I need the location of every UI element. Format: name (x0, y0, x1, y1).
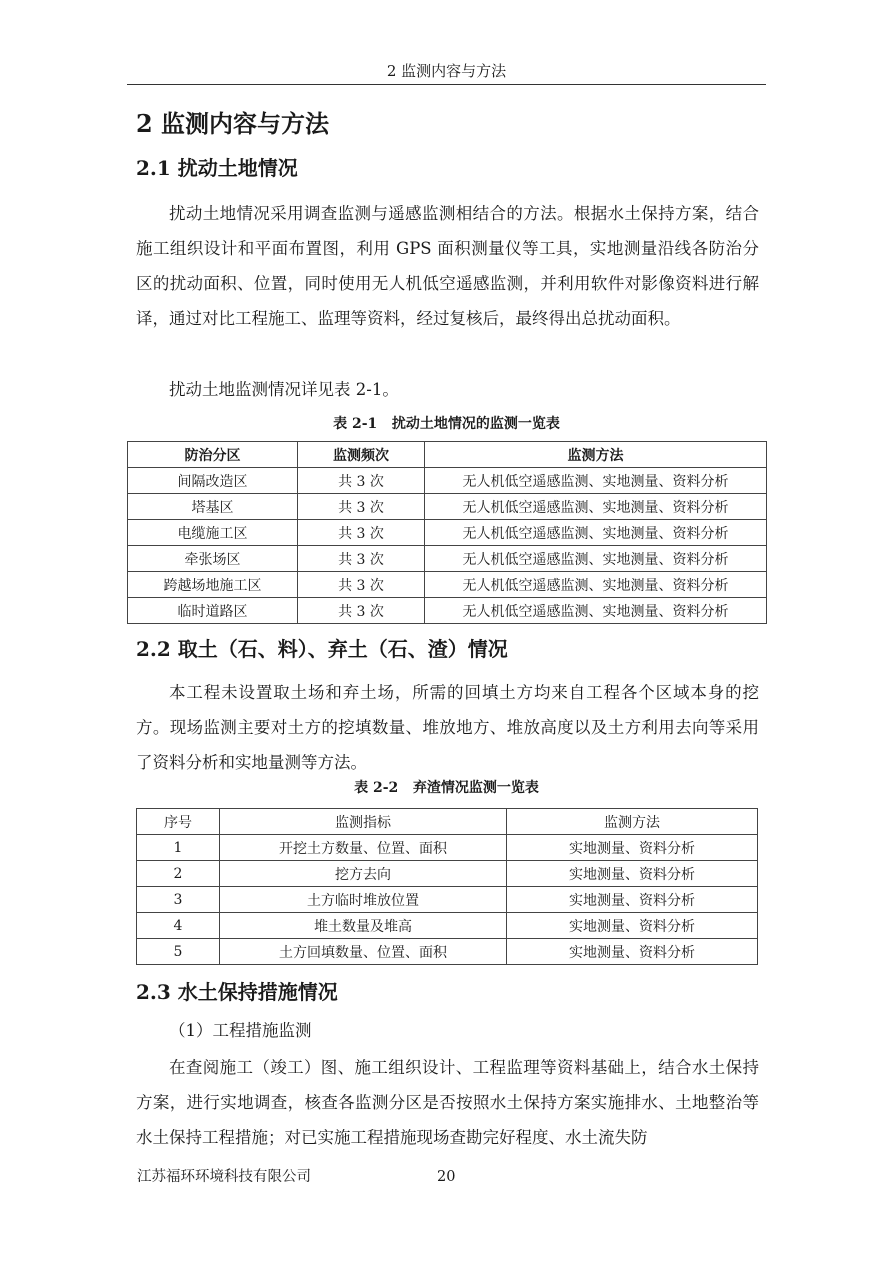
table-header-row (137, 809, 758, 835)
table-cell: 共 3 次 (298, 494, 425, 520)
table-2-1 (127, 441, 767, 624)
table-cell: 临时道路区 (128, 598, 298, 624)
table-cell: 间隔改造区 (128, 468, 298, 494)
section-2-3-paragraph: 在查阅施工（竣工）图、施工组织设计、工程监理等资料基础上，结合水土保持方案，进行实地调查，核查各监测分区是否按照水土保持方案实施排水、土地整治等水土保持工程措施；对已实施工程措施现场查勘完好程度、水土流失防 (136, 1058, 759, 1147)
table-cell: 2 (137, 861, 220, 887)
table-cell: 挖方去向 (220, 861, 507, 887)
table-cell: 土方临时堆放位置 (220, 887, 507, 913)
table-cell: 跨越场地施工区 (128, 572, 298, 598)
table-cell: 实地测量、资料分析 (507, 887, 758, 913)
column-header: 监测方法 (507, 809, 758, 835)
table-row (137, 861, 758, 887)
chapter-title: 2 监测内容与方法 (136, 109, 330, 138)
table-cell: 堆土数量及堆高 (220, 913, 507, 939)
table-cell: 开挖土方数量、位置、面积 (220, 835, 507, 861)
table-cell: 实地测量、资料分析 (507, 939, 758, 965)
table-cell: 实地测量、资料分析 (507, 913, 758, 939)
table-row (128, 468, 767, 494)
table-cell: 1 (137, 835, 220, 861)
table-cell: 无人机低空遥感监测、实地测量、资料分析 (425, 494, 767, 520)
table-header-row (128, 442, 767, 468)
table-row (137, 939, 758, 965)
table-row (137, 887, 758, 913)
table-cell: 共 3 次 (298, 598, 425, 624)
page-number: 20 (437, 1169, 456, 1185)
table-cell: 共 3 次 (298, 572, 425, 598)
section-2-2-paragraph: 本工程未设置取土场和弃土场，所需的回填土方均来自工程各个区域本身的挖方。现场监测主要对土方的挖填数量、堆放地方、堆放高度以及土方利用去向等采用了资料分析和实地量测等方法。 (136, 683, 759, 772)
table-row (128, 494, 767, 520)
table-row (128, 520, 767, 546)
table-2-2 (136, 808, 758, 965)
table-cell: 5 (137, 939, 220, 965)
table-cell: 无人机低空遥感监测、实地测量、资料分析 (425, 598, 767, 624)
table-row (128, 598, 767, 624)
table-cell: 塔基区 (128, 494, 298, 520)
table-row (128, 546, 767, 572)
table-cell: 实地测量、资料分析 (507, 861, 758, 887)
column-header: 监测频次 (298, 442, 425, 468)
table-cell: 4 (137, 913, 220, 939)
table-row (137, 835, 758, 861)
section-2-3-subheading: （1）工程措施监测 (169, 1021, 312, 1040)
table-cell: 3 (137, 887, 220, 913)
section-2-1-paragraph: 扰动土地情况采用调查监测与遥感监测相结合的方法。根据水土保持方案，结合施工组织设计和平面布置图，利用 GPS 面积测量仪等工具，实地测量沿线各防治分区的扰动面积、位置，同时使用无人机低空遥感监测，并利用软件对影像资料进行解译，通过对比工程施工、监理等资料，经过复核后，最终得出总扰动面积。 (136, 204, 759, 328)
table-cell: 无人机低空遥感监测、实地测量、资料分析 (425, 572, 767, 598)
column-header: 监测方法 (425, 442, 767, 468)
table-row (137, 913, 758, 939)
table-cell: 牵张场区 (128, 546, 298, 572)
table-2-1-caption: 表 2-1 扰动土地情况的监测一览表 (333, 416, 560, 432)
table-row (128, 572, 767, 598)
table-cell: 共 3 次 (298, 546, 425, 572)
section-2-1-table-reference: 扰动土地监测情况详见表 2-1。 (169, 380, 399, 399)
table-cell: 实地测量、资料分析 (507, 835, 758, 861)
table-cell: 无人机低空遥感监测、实地测量、资料分析 (425, 546, 767, 572)
table-cell: 共 3 次 (298, 468, 425, 494)
running-header: 2 监测内容与方法 (127, 58, 766, 85)
table-cell: 电缆施工区 (128, 520, 298, 546)
section-2-1-heading: 2.1 扰动土地情况 (136, 156, 298, 180)
section-2-2-heading: 2.2 取土（石、料）、弃土（石、渣）情况 (136, 637, 508, 661)
column-header: 序号 (137, 809, 220, 835)
footer-company: 江苏福环环境科技有限公司 (137, 1169, 311, 1185)
table-cell: 共 3 次 (298, 520, 425, 546)
column-header: 防治分区 (128, 442, 298, 468)
table-cell: 无人机低空遥感监测、实地测量、资料分析 (425, 520, 767, 546)
table-cell: 无人机低空遥感监测、实地测量、资料分析 (425, 468, 767, 494)
section-2-3-heading: 2.3 水土保持措施情况 (136, 980, 338, 1004)
column-header: 监测指标 (220, 809, 507, 835)
table-2-2-caption: 表 2-2 弃渣情况监测一览表 (354, 780, 539, 796)
table-cell: 土方回填数量、位置、面积 (220, 939, 507, 965)
